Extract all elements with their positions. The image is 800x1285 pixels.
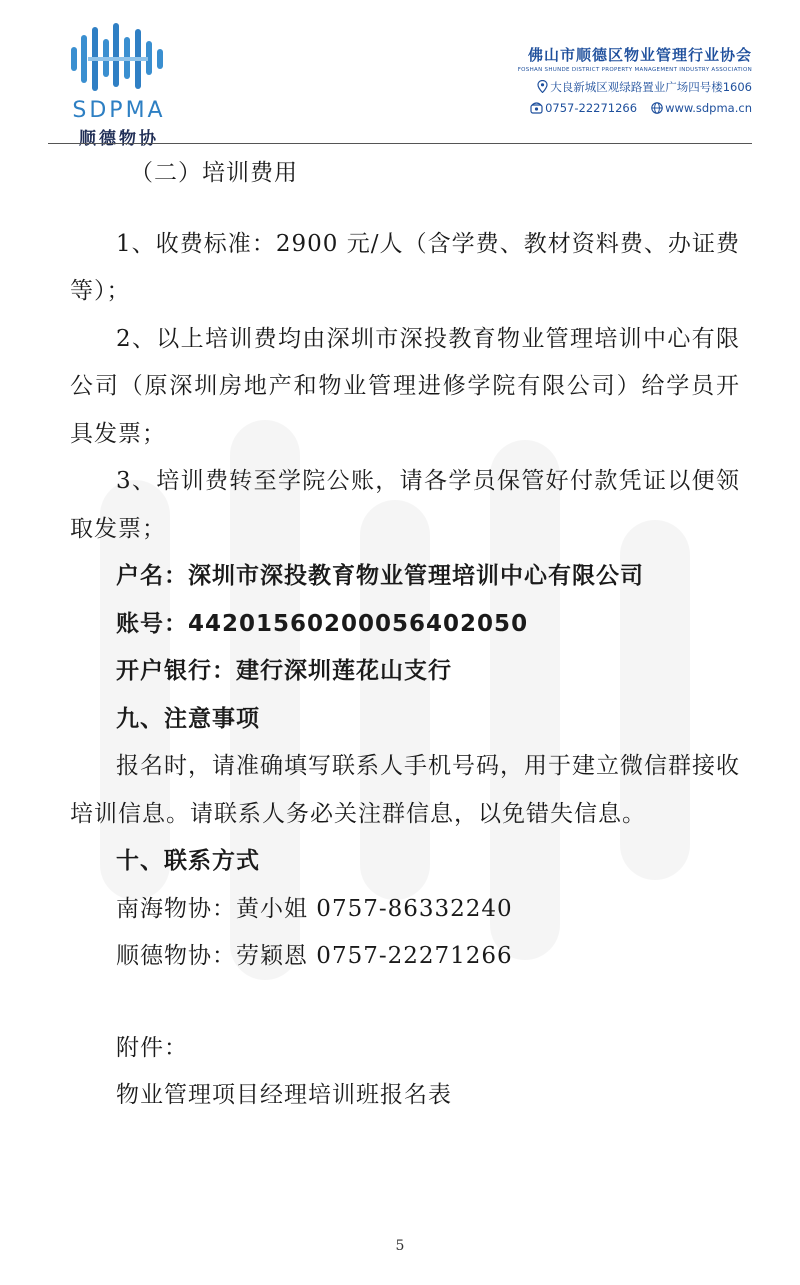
- account-name: 户名：深圳市深投教育物业管理培训中心有限公司: [116, 563, 644, 589]
- logo-chinese-text: 顺德物协: [79, 129, 159, 149]
- contact-section-title: 十、联系方式: [116, 848, 260, 874]
- logo-bars-icon: [68, 22, 168, 92]
- notes-section-title: 九、注意事项: [116, 705, 260, 732]
- org-address-line: [452, 79, 752, 95]
- account-number: 账号：44201560200056402050: [116, 610, 529, 637]
- org-name: 佛山市顺德区物业管理行业协会: [527, 46, 752, 64]
- org-phone: 0757-22271266: [545, 101, 638, 115]
- org-info: [452, 44, 752, 115]
- fee-section-title: （二）培训费用: [130, 160, 298, 186]
- contact-nanhai: 南海物协：黄小姐 0757-86332240: [116, 895, 513, 922]
- org-name-english: FOSHAN SHUNDE DISTRICT PROPERTY MANAGEMENT INDUSTRY ASSOCIATION: [517, 67, 752, 73]
- attachment-label: 附件：: [116, 1034, 188, 1061]
- logo-english-text: SDPMA: [72, 98, 166, 123]
- fee-item-3: 3、培训费转至学院公账，请各学员保管好付款凭证以便领取发票；: [70, 468, 740, 542]
- org-contact-line: [452, 101, 752, 115]
- bank-name: 开户银行：建行深圳莲花山支行: [116, 658, 452, 684]
- document-body: [70, 150, 740, 1120]
- attachment-name: 物业管理项目经理培训班报名表: [116, 1082, 452, 1108]
- org-website: www.sdpma.cn: [665, 101, 752, 115]
- location-pin-icon: [537, 80, 548, 93]
- spacer: [70, 981, 740, 1025]
- page-number: 5: [395, 1238, 405, 1254]
- globe-icon: [651, 102, 663, 114]
- sdpma-logo: [60, 22, 180, 149]
- header-divider: [48, 143, 752, 144]
- contact-shunde: 顺德物协：劳颖恩 0757-22271266: [116, 943, 513, 969]
- org-address: 大良新城区观绿路置业广场四号楼1606: [550, 80, 752, 94]
- notes-text: 报名时，请准确填写联系人手机号码，用于建立微信群接收培训信息。请联系人务必关注群信息，以免错失信息。: [70, 753, 740, 827]
- fee-item-2: 2、以上培训费均由深圳市深投教育物业管理培训中心有限公司（原深圳房地产和物业管理进修学院有限公司）给学员开具发票；: [70, 325, 740, 447]
- fee-item-1: 1、收费标准：2900 元/人（含学费、教材资料费、办证费等）；: [70, 230, 740, 304]
- phone-icon: [530, 102, 543, 114]
